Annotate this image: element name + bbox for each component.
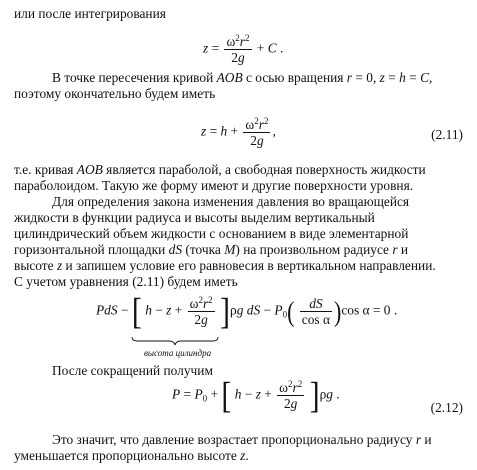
text-line: параболоидом. Такую же форму имеют и другие поверхности уровня. [14, 178, 414, 193]
fraction: $\frac{\omega^2r^2}{2g}$ [279, 379, 303, 411]
text-line: Это значит, что давление возрастает пропорционально радиусу r и [52, 432, 432, 447]
equation-number: (2.12) [430, 400, 463, 415]
text-line: Для определения закона изменения давления во вращающейся [52, 194, 410, 209]
fraction: $\frac{dS}{\text{cos α}}$ [301, 296, 330, 327]
text-line: горизонтальной площадки dS (точка M) на произвольном радиусе r и [14, 242, 409, 257]
text-line: жидкости в функции радиуса и высоты выделим вертикальный [14, 210, 375, 225]
equation-1: z = $\frac{\omega^2r^2}{2g}$ + C . [203, 33, 284, 65]
fraction: $\frac{\omega^2r^2}{2g}$ [226, 33, 250, 65]
underbrace [131, 336, 219, 346]
equation-2: z = h + $\frac{\omega^2r^2}{2g}$ , [201, 116, 276, 148]
fraction: $\frac{\omega^2r^2}{2g}$ [245, 116, 269, 148]
equation-4: $P = P_0$ + [ h − z + $\frac{\omega^2r^2}{2g}$ ]ρg . [172, 374, 340, 416]
text-line: С учетом уравнения (2.11) будем иметь [14, 274, 238, 289]
text-line: цилиндрический объем жидкости с основанием в виде элементарной [14, 226, 409, 241]
fraction: $\frac{\omega^2r^2}{2g}$ [189, 295, 213, 327]
text-line: т.е. кривая AOB является параболой, а свободная поверхность жидкости [14, 162, 426, 177]
equation-number: (2.11) [431, 127, 463, 142]
text-line: высоте z и запишем условие его равновесия в вертикальном направлении. [14, 258, 436, 273]
underbrace-label: высота цилиндра [144, 348, 212, 358]
text-line: поэтому окончательно будем иметь [14, 86, 216, 101]
equation-3: PdS − [ h − z + $\frac{\omega^2r^2}{2g}$ ]ρg dS − $P_0$( $\frac{dS}{\text{cos α}}$ )cos α = 0 . [96, 290, 398, 332]
text-line: После сокращений получим [52, 363, 213, 378]
text-line: В точке пересечения кривой AOB с осью вращения r = 0, z = h = C, [52, 70, 433, 85]
text-line: или после интегрирования [14, 6, 166, 21]
text-line: уменьшается пропорционально высоте z. [14, 448, 249, 463]
